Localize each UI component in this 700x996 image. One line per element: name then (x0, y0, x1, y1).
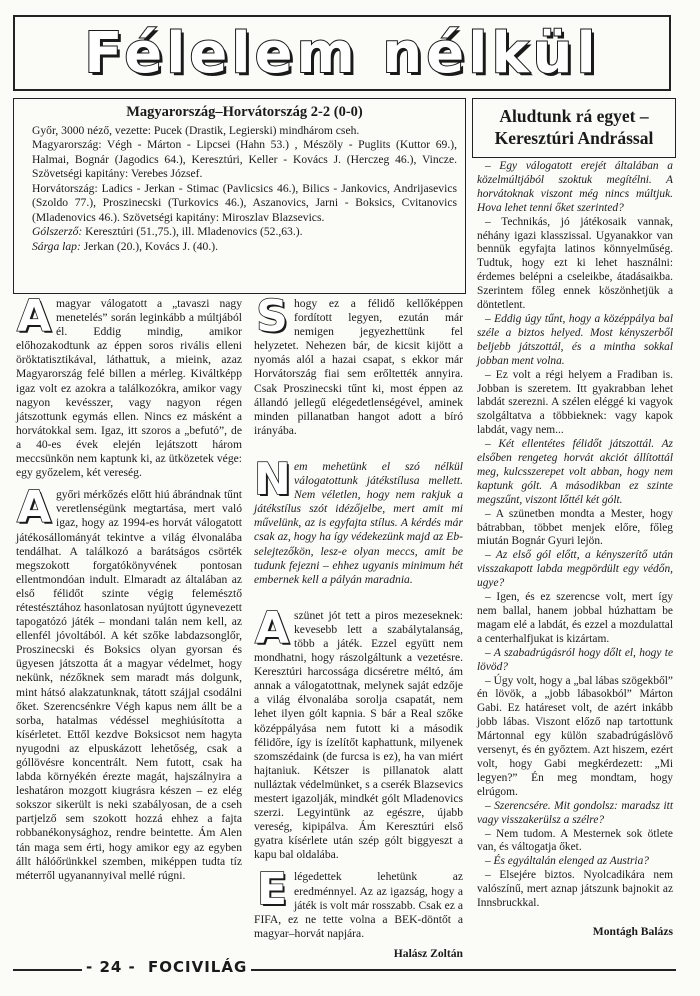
cards-value: Jerkan (20.), Kovács J. (40.). (83, 239, 219, 253)
interview-answer: – Technikás, jó játékosaik vannak, néhány igazi klasszissal. Ugyanakkor van bennük egyfajta latinos könnyelműség. Tudtuk, hogy ezt ki lehet használni: érdemes belépni a cseleikbe, átadásaikba. Szerintem főleg ennek köszönhetjük a döntetlent. (477, 215, 673, 312)
drop-cap: N (254, 453, 291, 505)
interview-byline: Montágh Balázs (592, 924, 673, 938)
interview-question: – Két ellentétes félidőt játszottál. Az elsőben rengeteg horvát akciót állítottál meg, kulcsszerepet volt abban, hogy nem kaptunk gólt. A másodikban ez szinte megszűnt, viszont lőttél két gólt. (477, 438, 673, 506)
article-column-2 (254, 291, 463, 961)
title-banner (13, 15, 671, 91)
interview-question: – Eddig úgy tűnt, hogy a középpálya bal széle a biztos helyed. Most kényszerből beljebb játszottál, és a mintha sokkal jobban ment volna. (477, 312, 673, 367)
article-paragraph-italic: Nem mehetünk el szó nélkül válogatottunk játékstílusa mellett. Nem véletlen, hogy nem rakjuk a játékstílus szót idézőjelbe, mert amit mi művelünk, az is egyfajta stílus. A kérdés már csak az, hogy ha így védekezünk majd az Eb-selejtezőkön, lesz-e olyan meccs, amit be tudunk fejezni – ehhez ugyanis minimum hét embernek kell a pályán maradnia. (254, 453, 463, 586)
interview-body (477, 160, 673, 911)
scorers-label: Gólszerző: (32, 225, 83, 238)
drop-cap: E (256, 864, 288, 916)
footer-rule-right (236, 969, 676, 971)
article-byline: Halász Zoltán (393, 946, 463, 960)
match-lineup-croatia: Horvátország: Ladics - Jerkan - Stimac (Pavlicsics 46.), Bilics - Jankovics, Andrijasevics (Szoldo 77.), Proszinecski (Turkovics 46.), Aszanovics, Jarni - Boksics, Cvitanovics (Mladenovics 46.). Szövetségi kapitány: Miroszlav Blazsevics. (32, 181, 457, 224)
drop-cap: A (254, 602, 290, 654)
page-footer (82, 958, 251, 980)
interview-answer: – Úgy volt, hogy a „bal lábas szögekből” én lövök, a „jobb lábasokból” Márton Gabi. Ez határeset volt, de azért inkább jobb lábas. Viszont előző nap tartottunk Mártonnal egy külön szabadrúgáslövő versenyt, és én győztem. Azt hiszem, ezért volt, hogy Gabi megkérdezett: „Mi legyen?” Én meg mondtam, hogy elrúgom. (477, 674, 673, 798)
interview-title: Aludtunk rá egyet – Keresztúri Andrással (472, 98, 676, 158)
interview-answer: – Nem tudom. A Mesternek sok ötlete van, és váltogatja őket. (477, 827, 673, 854)
article-paragraph: Shogy ez a félidő kellőképpen fordított legyen, ezután már nemigen jegyezhettünk fel helyzetet. Nehezen bár, de kicsit kijött a nyomás alól a hazai csapat, s ekkor már Horvátország fiai sem erőltették annyira. Csak Proszinecski tűnt ki, most éppen az állandó jellegű elégedetlenségével, aminek minden pillanatban hangot adott a bíró irányába. (254, 291, 463, 437)
match-heading: Magyarország–Horvátország 2-2 (0-0) (126, 104, 363, 120)
drop-cap: A (16, 291, 52, 342)
article-paragraph: Elégedettek lehetünk az eredménnyel. Az az igazság, hogy a játék is volt már rosszabb. Csak ez a FIFA, ez ne tette volna a BEK-döntőt a magyar–horvát napjára. (254, 864, 463, 940)
article-paragraph: Agyőri mérkőzés előtt hiú ábrándnak tűnt veretlenségünk megtartása, mert való igaz, hogy az 1994-es horvát válogatott játékosállományát tekintve a világ élvonalába tendálhat. A találkozó a barátságos csörték megszokott forgatókönyvének pontosan ellentmondóan indult. Elmaradt az általában az első félidőt szinte végig felemésztő rétestésztához hasonlatosan nyújtott úgynevezett tapogatózó játék – mondani talán nem kell, az ellenfél jóvoltából. A két szőke labdazsonglőr, Proszinecski és Boksics olyan gyorsan és ügyesen játszotta át a magyar védelmet, hogy nekünk, nézőknek sem maradt más dolgunk, mint hátsó alakzatunknak, tátott szájjal csodálni őket. Szerencsénkre Végh kapus nem állt be a sorba, hatalmas védéssel meghiúsította a kísérletet. Ettől kezdve Boksicsot nem hagyta nyugodni az elpuskázott lehetőség, csak a góllövésre koncentrált. Nem futott, csak ha labda környékén érezte magát, hajszálnyira a leshatáron mozgott kiugrásra készen – ez elég sokszor sikerült is neki szabályosan, de a cseh partjelző sem szokott hozzá ehhez a fajta robbanékonysághoz, rendre beintette. Ám Alen tán maga sem érti, hogy amikor egy az egyben állt hálóőrünkkel szemben, miképpen tudta tíz méterről ugyanannyival mellé rúgni. (16, 482, 242, 882)
magazine-name: FOCIVILÁG (148, 958, 248, 976)
cards-label: Sárga lap: (32, 239, 81, 253)
article-paragraph: Amagyar válogatott a „tavaszi nagy menetelés” során leginkább a múltjából él. Eddig mindig, amikor előhozakodtunk az éppen soros rivális elleni öröktatisztikával, láthattuk, a mieink, azaz Magyarország felé billen a mérleg. Kiváltképp igaz volt ez azokra a találkozókra, amikor vagy nagyon kevésszer, vagy nagyon régen játszottunk egymás ellen. Nincs ez másként a horvátokkal sem. Igaz, itt szoros a „befutó”, de a 40-es évek elején lejátszott három meccsünkön nem kaptunk ki, az ütközetek vége: egy győzelem, két vereség. (16, 291, 242, 480)
interview-answer: – Elsejére biztos. Nyolcadikára nem valószínű, mert aznap játszunk bajnokit az Innsbruckkal. (477, 869, 673, 910)
interview-question: – És egyáltalán elenged az Austria? (485, 855, 649, 868)
interview-question: – A szabadrúgásról hogy dőlt el, hogy te lövöd? (477, 646, 673, 673)
page-number: - 24 - (86, 958, 136, 976)
interview-answer: – Igen, és ez szerencse volt, mert így nem ballal, hanem jobbal húzhattam be magam elé a labdát, és ezzel a mozdulattal a centerhalfjukat is kizártam. (477, 591, 673, 645)
interview-answer: – A szünetben mondta a Mester, hogy bátrabban, többet menjek előre, főleg miután Bognár Gyuri lejön. (477, 507, 673, 548)
article-paragraph: Aszünet jót tett a piros mezeseknek: kevesebb lett a szabálytalanság, több a játék. Ezzel együtt nem mondhatni, hogy rászolgáltunk a vezetésre. Keresztúri harcossága dicséretre méltó, ám annak a válogatottnak, melynek saját edzője a világ élvonalába sorolja csapatát, nem lehet ilyen gólt kapnia. S bár a Real szőke középpályása nem futott ki a második félidőre, így is ízelítőt kaphattunk, milyenek szomszédaink (de furcsa is ez), ha van miért hajtaniuk. Kétszer is pillanatok alatt nulláztak védelmünket, s a cserék Blazsevics mestert igazolják, mindkét gólt Mladenovics szerzi. Legyintünk az egészre, újabb vereség, kipipálva. Ám Keresztúri első gyatra kísérlete után szép gólt biggyeszt a kapu bal oldalába. (254, 602, 463, 862)
interview-question: – Az első gól előtt, a kényszerítő után visszakapott labda megpördült egy védőn, ugye? (477, 549, 673, 590)
drop-cap: A (16, 482, 52, 534)
interview-question: – Egy válogatott erejét általában a közelmúltjából szoktuk megítélni. A horvátoknak viszont még nincs múltjuk. Hova lehet tenni őket szerinted? (477, 160, 673, 214)
match-report-box (13, 98, 466, 294)
interview-column (477, 160, 673, 939)
article-column-1 (16, 291, 242, 883)
scorers-value: Keresztúri (51.,75.), ill. Mladenovics (52.,63.). (85, 225, 303, 238)
page-title: Félelem nélkül (84, 20, 600, 86)
match-venue: Győr, 3000 néző, vezette: Pucek (Drastik, Legierski) mindhárom cseh. (32, 123, 360, 137)
match-cards (32, 240, 457, 255)
interview-answer: – Ez volt a régi helyem a Fradiban is. Jobban is szeretem. Itt gyakrabban lehet labdát szerezni. A szélen eléggé ki vagyok szolgáltatva a többieknek: vagy kapok labdát, vagy nem... (477, 368, 673, 437)
drop-cap: S (256, 291, 288, 342)
footer-rule-left (13, 969, 85, 971)
match-lineup-hungary: Magyarország: Végh - Márton - Lipcsei (Hahn 53.) , Mészöly - Puglits (Kuttor 69.), Halmai, Bognár (Jagodics 64.), Keresztúri, Keller - Kovács J. (Herczeg 46.), Vincze. Szövetségi kapitány: Verebes József. (32, 138, 457, 180)
interview-question: – Szerencsére. Mit gondolsz: maradsz itt vagy visszakerülsz a szélre? (477, 799, 673, 826)
match-scorers (32, 225, 457, 240)
